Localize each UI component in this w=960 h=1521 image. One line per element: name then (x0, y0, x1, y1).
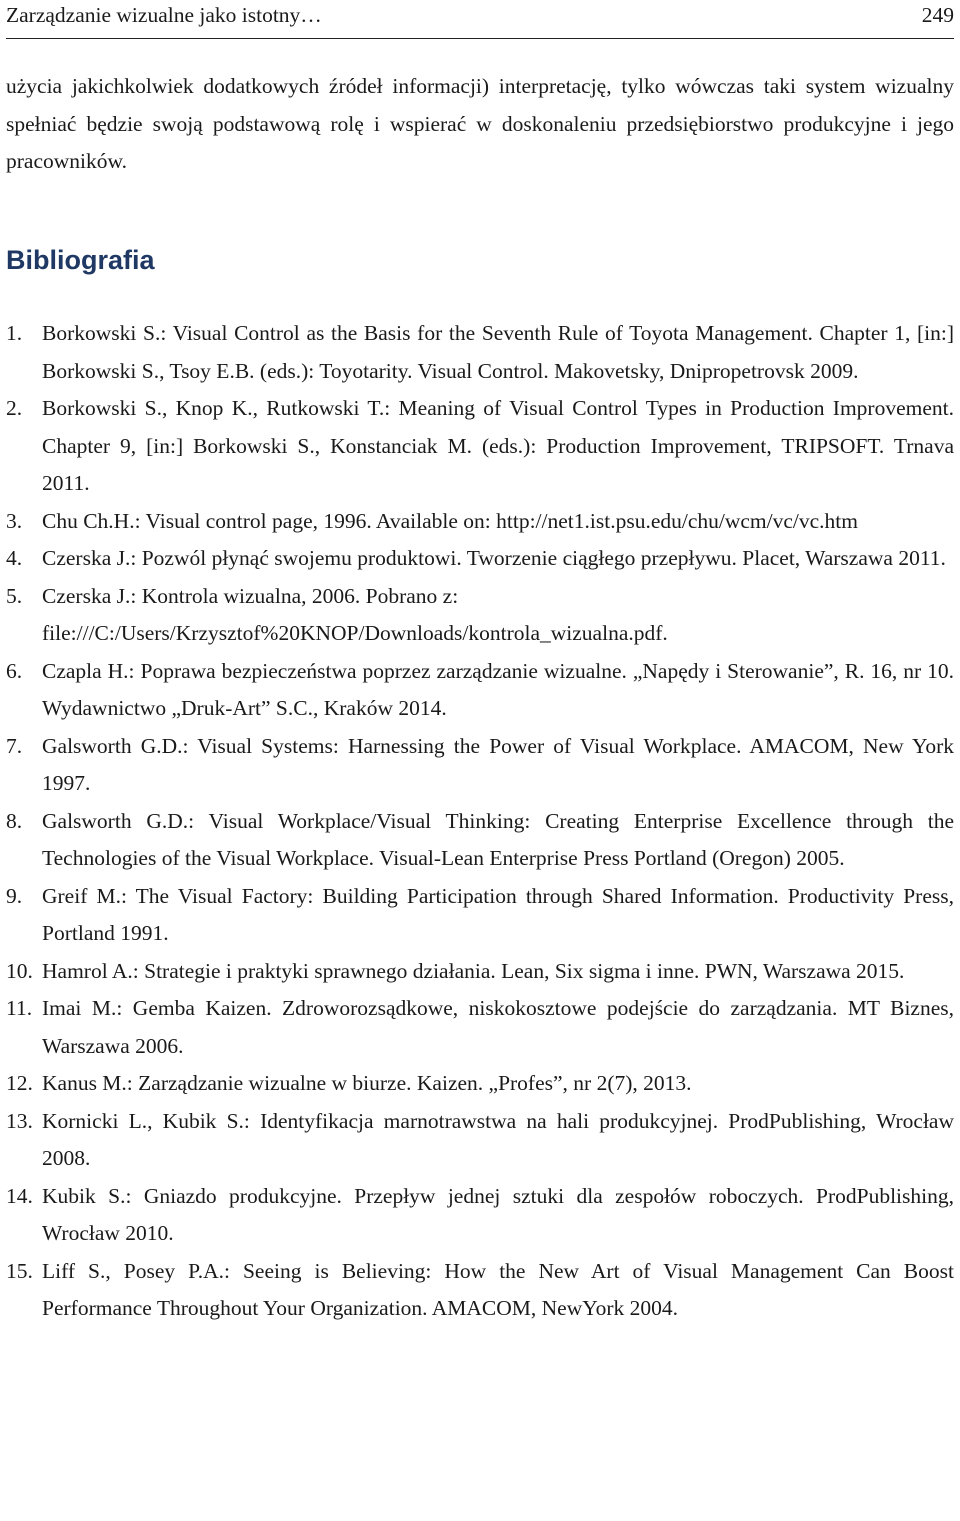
bibliography-item-number: 10. (6, 958, 33, 983)
bibliography-item-text: Hamrol A.: Strategie i praktyki sprawnego działania. Lean, Six sigma i inne. PWN, Warszawa 2015. (42, 958, 905, 983)
bibliography-item-text: Imai M.: Gemba Kaizen. Zdroworozsądkowe, niskokosztowe podejście do zarządzania. MT Biznes, Warszawa 2006. (42, 996, 954, 1058)
bibliography-item-number: 3. (6, 508, 23, 533)
bibliography-item-number: 15. (6, 1258, 33, 1283)
bibliography-item-number: 2. (6, 396, 23, 420)
bibliography-item (6, 578, 954, 653)
bibliography-item-number: 8. (6, 808, 23, 833)
bibliography-item (6, 728, 954, 803)
bibliography-item (6, 953, 954, 991)
bibliography-item-number: 9. (6, 883, 23, 908)
bibliography-item-text: Chu Ch.H.: Visual control page, 1996. Available on: http://net1.ist.psu.edu/chu/wcm/vc/vc.htm (42, 508, 859, 533)
bibliography-list (6, 315, 954, 1328)
bibliography-heading: Bibliografia (6, 245, 155, 275)
bibliography-item (6, 390, 954, 503)
bibliography-item-number: 13. (6, 1108, 33, 1133)
bibliography-item-text: Liff S., Posey P.A.: Seeing is Believing: How the New Art of Visual Management Can Boost Performance Throughout Your Organization. AMACOM, NewYork 2004. (42, 1258, 954, 1320)
bibliography-item-text: Kanus M.: Zarządzanie wizualne w biurze. Kaizen. „Profes”, nr 2(7), 2013. (42, 1071, 692, 1095)
bibliography-item-text: Borkowski S., Knop K., Rutkowski T.: Meaning of Visual Control Types in Production Improvement. Chapter 9, [in:] Borkowski S., Konstanciak M. (eds.): Production Improvement, TRIPSOFT. Trnava 2011. (42, 396, 954, 495)
bibliography-item (6, 1253, 954, 1328)
bibliography-item (6, 540, 954, 578)
bibliography-item-number: 6. (6, 658, 23, 683)
bibliography-item (6, 803, 954, 878)
bibliography-item (6, 1103, 954, 1178)
bibliography-item (6, 1178, 954, 1253)
bibliography-item-number: 14. (6, 1183, 33, 1208)
bibliography-item (6, 878, 954, 953)
running-title: Zarządzanie wizualne jako istotny… (6, 3, 322, 27)
bibliography-item-number: 4. (6, 546, 23, 570)
bibliography-item-number: 5. (6, 583, 23, 608)
bibliography-item-number: 11. (6, 996, 33, 1020)
bibliography-item (6, 503, 954, 541)
running-header (6, 0, 954, 39)
bibliography-item (6, 315, 954, 390)
intro-paragraph: użycia jakichkolwiek dodatkowych źródeł informacji) interpretację, tylko wówczas taki system wizualny spełniać będzie swoją podstawową rolę i wspierać w doskonaleniu przedsiębiorstwo produkcyjne i jego pracowników. (6, 74, 954, 173)
bibliography-item-text: Greif M.: The Visual Factory: Building Participation through Shared Information. Productivity Press, Portland 1991. (42, 883, 954, 945)
bibliography-item-number: 1. (6, 321, 23, 345)
bibliography-item-text: Borkowski S.: Visual Control as the Basis for the Seventh Rule of Toyota Management. Chapter 1, [in:] Borkowski S., Tsoy E.B. (eds.): Toyotarity. Visual Control. Makovetsky, Dnipropetrovsk 2009. (42, 321, 954, 383)
bibliography-item (6, 990, 954, 1065)
bibliography-item-text: Kubik S.: Gniazdo produkcyjne. Przepływ jednej sztuki dla zespołów roboczych. ProdPublishing, Wrocław 2010. (42, 1183, 954, 1245)
bibliography-item-text: Kornicki L., Kubik S.: Identyfikacja marnotrawstwa na hali produkcyjnej. ProdPublishing, Wrocław 2008. (42, 1108, 954, 1170)
bibliography-item-text: Czerska J.: Pozwól płynąć swojemu produktowi. Tworzenie ciągłego przepływu. Placet, Warszawa 2011. (42, 546, 946, 570)
page-number: 249 (921, 3, 954, 27)
bibliography-item-number: 12. (6, 1071, 33, 1095)
bibliography-item (6, 653, 954, 728)
bibliography-item-text: Czapla H.: Poprawa bezpieczeństwa poprzez zarządzanie wizualne. „Napędy i Sterowanie”, R. 16, nr 10. Wydawnictwo „Druk-Art” S.C., Kraków 2014. (42, 658, 954, 720)
bibliography-item-number: 7. (6, 733, 23, 758)
bibliography-item (6, 1065, 954, 1103)
bibliography-item-text: Galsworth G.D.: Visual Systems: Harnessing the Power of Visual Workplace. AMACOM, New York 1997. (42, 733, 954, 795)
bibliography-item-text: Czerska J.: Kontrola wizualna, 2006. Pobrano z: file:///C:/Users/Krzysztof%20KNOP/Downloads/kontrola_wizualna.pdf. (42, 583, 668, 645)
bibliography-item-text: Galsworth G.D.: Visual Workplace/Visual Thinking: Creating Enterprise Excellence through the Technologies of the Visual Workplace. Visual-Lean Enterprise Press Portland (Oregon) 2005. (42, 808, 954, 870)
